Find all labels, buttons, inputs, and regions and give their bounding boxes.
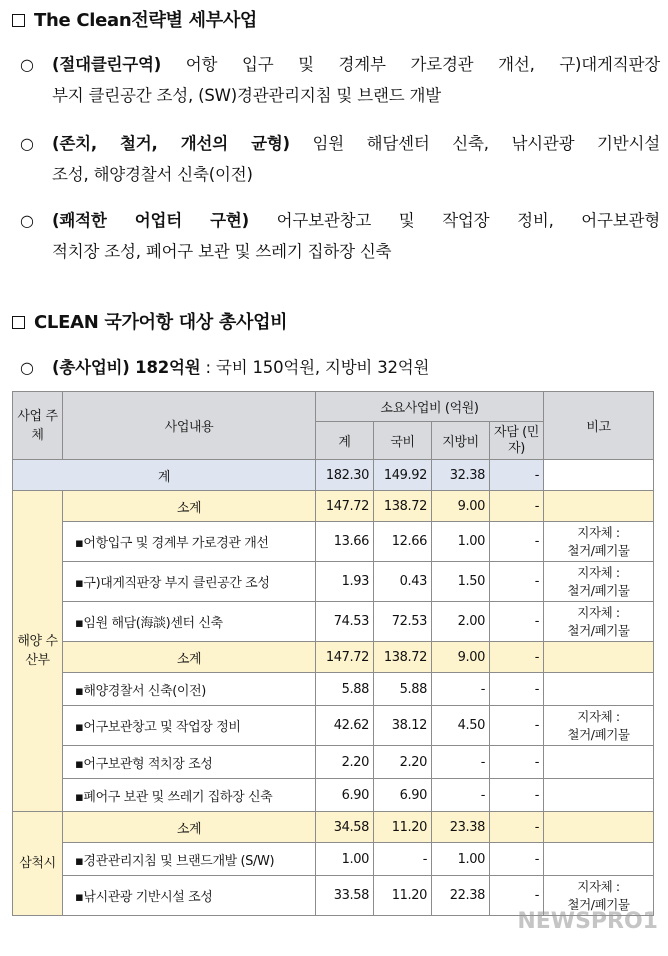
circle-bullet-icon: ○: [20, 134, 34, 153]
header-total: 계: [316, 422, 374, 460]
subtotal-row: [13, 491, 654, 522]
cell-national: 72.53: [374, 602, 432, 642]
cell-remarks: [544, 746, 654, 779]
header-cost-group: 소요사업비 (억원): [316, 392, 544, 422]
cell-local: -: [432, 779, 490, 812]
row-label: ▪폐어구 보관 및 쓰레기 집하장 신축: [63, 779, 316, 812]
cell-remarks: 지자체 : 철거/폐기물: [544, 562, 654, 602]
entity-cell: 삼척시: [13, 812, 63, 916]
circle-bullet-icon: ○: [20, 211, 34, 230]
cell-total: 33.58: [316, 876, 374, 916]
cell-total: 147.72: [316, 491, 374, 522]
entity-cell: 해양 수산부: [13, 491, 63, 812]
cell-local: -: [432, 673, 490, 706]
subtotal-row: [13, 642, 654, 673]
row-label: ▪구)대게직판장 부지 클린공간 조성: [63, 562, 316, 602]
bullet-text-continued: 적치장 조성, 폐어구 보관 및 쓰레기 집하장 신축: [52, 242, 392, 261]
bullet-text-continued: 부지 클린공간 조성, (SW)경관관리지침 및 브랜드 개발: [52, 86, 441, 105]
table-row: [13, 779, 654, 812]
section-title: The Clean전략별 세부사업: [34, 10, 257, 31]
header-content: 사업내용: [63, 392, 316, 460]
cell-total: 5.88: [316, 673, 374, 706]
row-label: 소계: [63, 812, 316, 843]
cell-national: -: [374, 843, 432, 876]
bullet-item: [20, 49, 660, 111]
cell-total: 2.20: [316, 746, 374, 779]
row-label: ▪어구보관형 적치장 조성: [63, 746, 316, 779]
bullet-text: 임원 해담센터 신축, 낚시관광 기반시설: [289, 134, 660, 153]
cell-local: 23.38: [432, 812, 490, 843]
cell-private: -: [490, 673, 544, 706]
circle-bullet-icon: ○: [20, 55, 34, 74]
table-row: [13, 562, 654, 602]
grand-total-remarks: [544, 460, 654, 491]
grand-total-sum: 182.30: [316, 460, 374, 491]
table-row: [13, 843, 654, 876]
table-row: [13, 673, 654, 706]
cell-private: -: [490, 562, 544, 602]
grand-total-row: [13, 460, 654, 491]
cell-national: 12.66: [374, 522, 432, 562]
cell-remarks: 지자체 : 철거/폐기물: [544, 602, 654, 642]
table-row: [13, 746, 654, 779]
bullet-bold-label: (존치, 철거, 개선의 균형): [52, 134, 290, 153]
cell-national: 6.90: [374, 779, 432, 812]
bullet-bold-label: (절대클린구역): [52, 55, 162, 74]
cell-local: 1.00: [432, 843, 490, 876]
grand-total-local: 32.38: [432, 460, 490, 491]
subtotal-row: [13, 812, 654, 843]
bullet-item: [20, 128, 660, 190]
grand-total-private: -: [490, 460, 544, 491]
bullet-text: 어구보관창고 및 작업장 정비, 어구보관형: [248, 211, 660, 230]
cell-local: 1.00: [432, 522, 490, 562]
cell-remarks: [544, 779, 654, 812]
cell-total: 147.72: [316, 642, 374, 673]
table-row: [13, 706, 654, 746]
cell-remarks: 지자체 : 철거/폐기물: [544, 522, 654, 562]
cell-total: 42.62: [316, 706, 374, 746]
table-row: [13, 522, 654, 562]
cell-total: 74.53: [316, 602, 374, 642]
cell-private: -: [490, 746, 544, 779]
header-remarks: 비고: [544, 392, 654, 460]
cell-local: 4.50: [432, 706, 490, 746]
grand-total-national: 149.92: [374, 460, 432, 491]
cell-total: 6.90: [316, 779, 374, 812]
cell-private: -: [490, 522, 544, 562]
cell-local: -: [432, 746, 490, 779]
cell-remarks: 지자체 : 철거/폐기물: [544, 706, 654, 746]
bullet-text-continued: 조성, 해양경찰서 신축(이전): [52, 165, 253, 184]
row-label: ▪임원 해담(海談)센터 신축: [63, 602, 316, 642]
header-local: 지방비: [432, 422, 490, 460]
cell-national: 2.20: [374, 746, 432, 779]
cell-national: 0.43: [374, 562, 432, 602]
checkbox-square-icon: [12, 316, 25, 329]
cell-remarks: [544, 642, 654, 673]
cell-private: -: [490, 812, 544, 843]
section-heading-budget: [12, 308, 287, 334]
bullet-bold-label: (쾌적한 어업터 구현): [52, 211, 249, 230]
cell-local: 2.00: [432, 602, 490, 642]
budget-summary: [20, 352, 660, 383]
cell-local: 1.50: [432, 562, 490, 602]
row-label: ▪낚시관광 기반시설 조성: [63, 876, 316, 916]
bullet-text: 어항 입구 및 경계부 가로경관 개선, 구)대게직판장: [161, 55, 660, 74]
row-label: 소계: [63, 642, 316, 673]
row-label: ▪경관관리지침 및 브랜드개발 (S/W): [63, 843, 316, 876]
checkbox-square-icon: [12, 14, 25, 27]
cell-private: -: [490, 843, 544, 876]
row-label: ▪어구보관창고 및 작업장 정비: [63, 706, 316, 746]
row-label: ▪해양경찰서 신축(이전): [63, 673, 316, 706]
cell-remarks: [544, 812, 654, 843]
cell-national: 138.72: [374, 491, 432, 522]
cell-remarks: 지자체 : 철거/폐기물: [544, 876, 654, 916]
cell-remarks: [544, 843, 654, 876]
cell-total: 1.93: [316, 562, 374, 602]
cell-local: 9.00: [432, 491, 490, 522]
cell-private: -: [490, 779, 544, 812]
row-label: 소계: [63, 491, 316, 522]
section-heading-strategy: [12, 6, 257, 32]
cell-private: -: [490, 876, 544, 916]
row-label: ▪어항입구 및 경계부 가로경관 개선: [63, 522, 316, 562]
circle-bullet-icon: ○: [20, 358, 34, 377]
bullet-item: [20, 205, 660, 267]
watermark: NEWSPRO1: [517, 909, 658, 934]
cell-total: 13.66: [316, 522, 374, 562]
cell-private: -: [490, 706, 544, 746]
cell-national: 11.20: [374, 876, 432, 916]
cell-national: 5.88: [374, 673, 432, 706]
cell-remarks: [544, 673, 654, 706]
summary-text: : 국비 150억원, 지방비 32억원: [200, 358, 430, 377]
cell-total: 1.00: [316, 843, 374, 876]
cell-national: 11.20: [374, 812, 432, 843]
cell-remarks: [544, 491, 654, 522]
cell-private: -: [490, 642, 544, 673]
cell-local: 9.00: [432, 642, 490, 673]
section-title: CLEAN 국가어항 대상 총사업비: [34, 312, 288, 333]
table-row: [13, 602, 654, 642]
cell-total: 34.58: [316, 812, 374, 843]
cell-private: -: [490, 602, 544, 642]
cell-national: 138.72: [374, 642, 432, 673]
header-private: 자담 (민자): [490, 422, 544, 460]
summary-bold-label: (총사업비) 182억원: [52, 358, 201, 377]
cell-private: -: [490, 491, 544, 522]
budget-table: [12, 391, 654, 916]
cell-national: 38.12: [374, 706, 432, 746]
header-entity: 사업 주체: [13, 392, 63, 460]
grand-total-label: 계: [13, 460, 316, 491]
cell-local: 22.38: [432, 876, 490, 916]
header-national: 국비: [374, 422, 432, 460]
